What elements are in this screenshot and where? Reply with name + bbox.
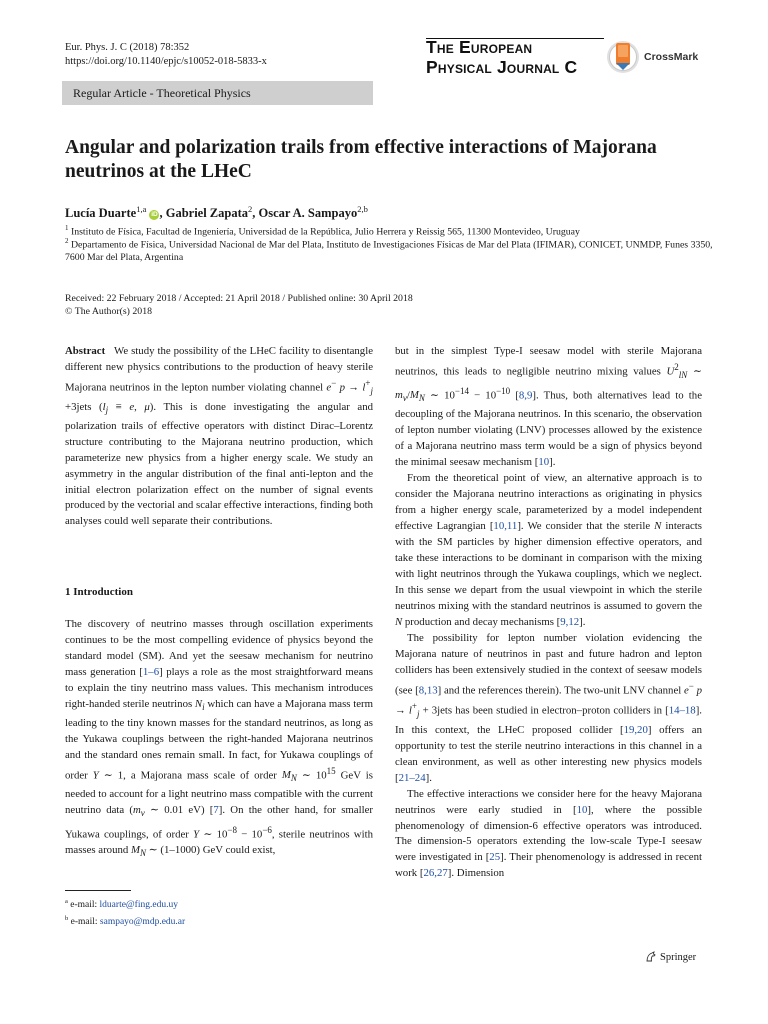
abstract-paragraph: Abstract We study the possibility of the LHeC facility to disentangle different new physics contributions to the production of heavy sterile Majorana neutrinos in the lepton number violating channel e− $p \to l^+_j$ +3jets ($l_j \equiv e$, μ). This is done investigating the angular and polarization trails of effective operators with distinct Dirac–Lorentz structure contributing to the Majorana neutrino production, which parameterize new physics from a higher energy scale. We study an asymmetry in the angular distribution of the final anti-lepton and the initial electron polarization effect on the number of signal events produced by the vectorial and scalar effective interactions, finding both analyses could well separate their contributions.	[65, 345, 374, 528]
section-heading: 1 Introduction	[65, 586, 133, 598]
citation-link[interactable]: 7	[213, 804, 219, 817]
citation-link[interactable]: 21–24	[398, 771, 426, 784]
citation-link[interactable]: 26,27	[423, 867, 448, 880]
email-link[interactable]: sampayo@mdp.edu.ar	[99, 917, 186, 928]
author-affil-marker: 2	[248, 204, 253, 214]
journal-name-line2: Physical Journal C	[426, 57, 578, 77]
intro-paragraph: The discovery of neutrino masses through oscillation experiments continues to be the most compelling evidence of physics beyond the standard model (SM). And yet the seesaw mechanism for neutrino mass generation [1–6] plays a role as the most straightforward means to explain the tiny neutrino mass values. This mechanism introduces right-handed sterile neutrinos $N_i$ which can have a Majorana mass term leading to the tiny known masses for the standard neutrinos, as long as the Yukawa couplings between the right-handed Majorana neutrinos and the standard ones remain small. In fact, for Yukawa couplings of order Y ∼ 1, a Majorana mass scale of order $M_N$ ∼ $10^{15}$ GeV is needed to account for a light neutrino mass compatible with the current neutrino data ($m_\nu$ ∼ 0.01 eV) [7]. On the other hand, for smaller Yukawa couplings, of order Y ∼ $10^{-8} - 10^{-6}$, sterile neutrinos with masses around $M_N$ ∼ (1–1000) GeV could exist,	[65, 618, 374, 859]
footnote-label: e-mail:	[70, 900, 100, 911]
footnote-label: e-mail:	[70, 917, 100, 928]
footnote-b: $^b$ e-mail: sampayo@mdp.edu.ar	[65, 915, 186, 928]
publisher-footer	[645, 951, 696, 963]
dates-line: Received: 22 February 2018 / Accepted: 21 April 2018 / Published online: 30 April 2018	[65, 293, 413, 304]
citation-link[interactable]: 25	[489, 851, 501, 864]
author-name: Oscar A. Sampayo	[258, 206, 358, 221]
affiliation-text: Departamento de Física, Universidad Nacional de Mar del Plata, Instituto de Investigaciones Físicas de Mar del Plata (IFIMAR), CONICET, UNMDP, Funes 3350, 7600 Mar del Plata, Argentina	[65, 239, 713, 264]
orcid-icon[interactable]: iD	[151, 211, 158, 219]
doi-link[interactable]: https://doi.org/10.1140/epjc/s10052-018-5833-x	[65, 56, 267, 67]
citation-link[interactable]: 10	[576, 803, 588, 816]
citation-line: Eur. Phys. J. C (2018) 78:352	[65, 42, 190, 53]
body-paragraph: but in the simplest Type-I seesaw model with sterile Majorana neutrinos, this leads to negligible neutrino mixing values $U^2_{lN}$ ∼ $m_\nu/M_N$ ∼ $10^{-14} - 10^{-10}$ [8,9]. Thus, both alternatives lead to the decoupling of the Majorana neutrinos. In this scenario, the observation of lepton number violating (LNV) processes allowed by the existence of a Majorana neutrino mass term would be a sign of physics beyond the minimal seesaw mechanism [10].	[395, 345, 703, 469]
citation-link[interactable]: 1–6	[142, 665, 160, 678]
citation-link[interactable]: 19,20	[623, 723, 648, 736]
left-column	[65, 344, 373, 530]
crossmark-label: CrossMark	[644, 51, 699, 63]
body-paragraph: The effective interactions we consider here for the heavy Majorana neutrinos were early studied in [10], where the possible phenomenology of dimension-6 effective operators was introduced. The dimension-5 operators extending the low-scale Type-I seesaw were investigated in [25]. Their phenomenology is addressed in recent work [26,27]. Dimension	[395, 787, 702, 880]
author-affil-marker: 2,b	[357, 204, 368, 214]
affiliation-number: 1	[65, 224, 69, 232]
author-list: Lucía Duarte$^{1,a}$ iD , Gabriel Zapata$^2$, Oscar A. Sampayo$^{2,b}$	[65, 204, 368, 221]
author-name: Gabriel Zapata	[165, 206, 249, 221]
publisher-name: Springer	[660, 951, 697, 963]
citation-link[interactable]: 10,11	[493, 520, 518, 533]
publication-dates	[65, 292, 413, 318]
article-category: Regular Article - Theoretical Physics	[62, 81, 373, 105]
springer-horse-icon	[645, 951, 657, 963]
footnote-rule	[65, 890, 131, 891]
affiliation-text: Instituto de Física, Facultad de Ingeniería, Universidad de la República, Julio Herrera y Reissig 565, 11300 Montevideo, Uruguay	[70, 226, 580, 238]
author-name: Lucía Duarte	[65, 206, 137, 221]
abstract-label: Abstract	[65, 345, 106, 357]
journal-name-line1: The European	[426, 37, 533, 57]
right-column	[395, 344, 702, 882]
email-link[interactable]: lduarte@fing.edu.uy	[99, 900, 178, 911]
author-affil-marker: 1,a	[136, 204, 147, 214]
crossmark-badge[interactable]	[606, 38, 706, 76]
citation-link[interactable]: 10	[538, 456, 550, 469]
citation-link[interactable]: 8,9	[518, 389, 533, 402]
citation-link[interactable]: 9,12	[560, 615, 580, 628]
crossmark-icon	[606, 39, 640, 75]
affiliation-item	[65, 235, 715, 264]
affiliation-number: 2	[65, 237, 69, 245]
citation-link[interactable]: 14–18	[668, 704, 696, 717]
copyright-line: © The Author(s) 2018	[65, 306, 152, 317]
body-paragraph: From the theoretical point of view, an alternative approach is to consider the Majorana neutrino interactions as originating in physics from a higher energy scale, parameterized by a model independent effective Lagrangian [10,11]. We consider that the sterile N interacts with the SM particles by higher dimension effective operators, and take these interactions to be dominant in comparison with the mixing with light neutrinos through the Yukawa couplings, which we neglect. In this sense we depart from the usual viewpoint in which the sterile neutrinos mixing with the standard neutrinos is assumed to govern the N production and decay mechanisms [9,12].	[395, 472, 702, 628]
body-paragraph: The possibility for lepton number violation evidencing the Majorana nature of neutrinos in past and future hadron and lepton colliders has been extensively studied in the context of seesaw models (see [8,13] and the references therein). The two-unit LNV channel e− $p \to l^+_j$ + 3jets has been studied in electron–proton colliders in [14–18]. In this context, the LHeC proposed collider [19,20] offers an opportunity to test the sterile neutrino interactions in this channel in a clean environment, as well as other interesting new physics models [21–24].	[395, 631, 703, 784]
journal-citation	[65, 41, 267, 69]
journal-name	[426, 37, 604, 77]
article-title: Angular and polarization trails from effective interactions of Majorana neutrinos at the LHeC	[65, 137, 657, 182]
citation-link[interactable]: 8,13	[418, 684, 438, 697]
footnote-a: $^a$ e-mail: lduarte@fing.edu.uy	[65, 898, 178, 911]
